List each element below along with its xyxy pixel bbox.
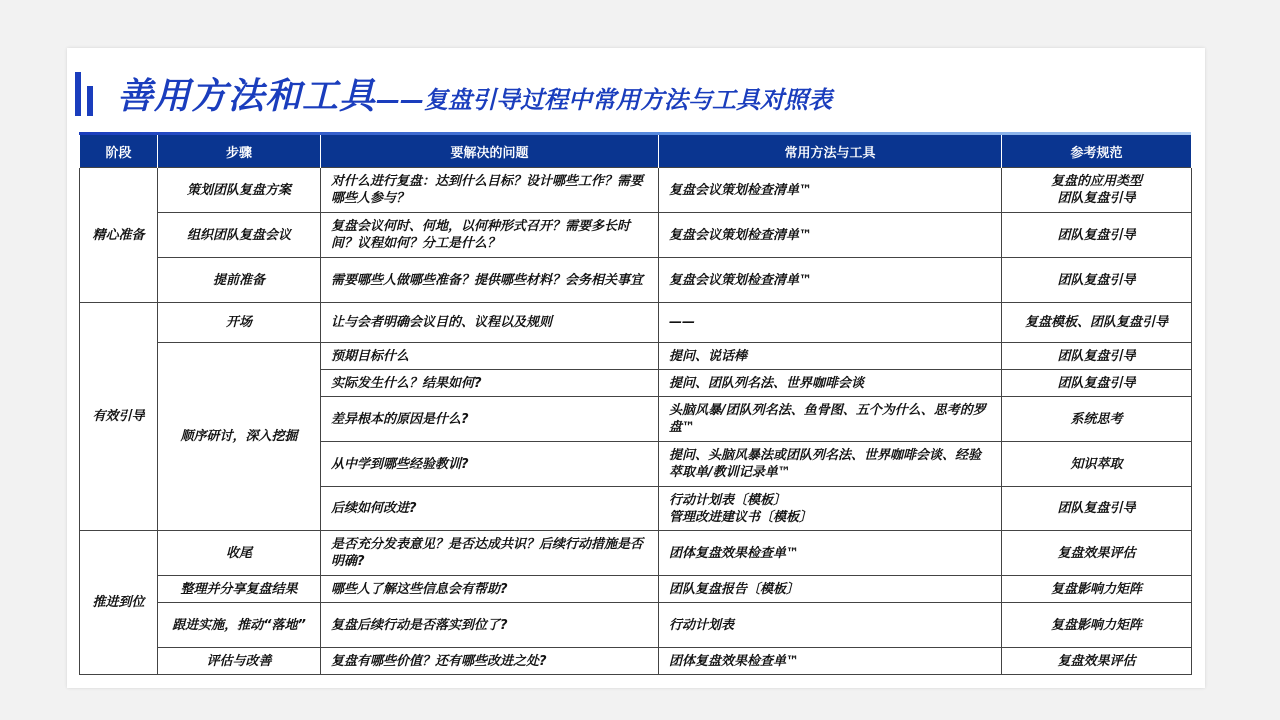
table-row xyxy=(80,213,1192,258)
tool-cell: 复盘会议策划检查清单™ xyxy=(659,213,1002,258)
question-cell: 对什么进行复盘：达到什么目标？设计哪些工作？需要哪些人参与？ xyxy=(321,168,659,213)
reference-cell: 团队复盘引导 xyxy=(1002,258,1192,303)
step-cell: 收尾 xyxy=(158,531,321,576)
tool-cell: 提问、团队列名法、世界咖啡会谈 xyxy=(659,370,1002,397)
title-accent-bars xyxy=(75,72,95,116)
tool-cell: 团体复盘效果检查单™ xyxy=(659,531,1002,576)
tool-cell: 提问、头脑风暴法或团队列名法、世界咖啡会谈、经验萃取单/教训记录单™ xyxy=(659,442,1002,487)
tool-cell: —— xyxy=(659,303,1002,343)
step-cell: 开场 xyxy=(158,303,321,343)
table-row xyxy=(80,168,1192,213)
step-cell: 提前准备 xyxy=(158,258,321,303)
step-cell: 组织团队复盘会议 xyxy=(158,213,321,258)
reference-cell: 复盘效果评估 xyxy=(1002,648,1192,675)
table-row xyxy=(80,531,1192,576)
question-cell: 哪些人了解这些信息会有帮助? xyxy=(321,576,659,603)
question-cell: 需要哪些人做哪些准备？提供哪些材料？会务相关事宜 xyxy=(321,258,659,303)
header-tool: 常用方法与工具 xyxy=(659,135,1002,168)
table-row xyxy=(80,343,1192,370)
question-cell: 复盘会议何时、何地，以何种形式召开？需要多长时间？议程如何？分工是什么？ xyxy=(321,213,659,258)
question-cell: 复盘后续行动是否落实到位了? xyxy=(321,603,659,648)
question-cell: 差异根本的原因是什么? xyxy=(321,397,659,442)
question-cell: 让与会者明确会议目的、议程以及规则 xyxy=(321,303,659,343)
tool-cell: 行动计划表 xyxy=(659,603,1002,648)
header-step: 步骤 xyxy=(158,135,321,168)
slide xyxy=(67,48,1205,688)
reference-cell: 复盘影响力矩阵 xyxy=(1002,603,1192,648)
reference-cell: 团队复盘引导 xyxy=(1002,213,1192,258)
reference-cell: 复盘模板、团队复盘引导 xyxy=(1002,303,1192,343)
methods-table xyxy=(79,135,1192,675)
step-cell: 评估与改善 xyxy=(158,648,321,675)
question-cell: 是否充分发表意见？是否达成共识？后续行动措施是否明确? xyxy=(321,531,659,576)
header-question: 要解决的问题 xyxy=(321,135,659,168)
tool-cell: 复盘会议策划检查清单™ xyxy=(659,168,1002,213)
reference-cell: 复盘影响力矩阵 xyxy=(1002,576,1192,603)
step-cell: 跟进实施，推动“落地” xyxy=(158,603,321,648)
stage-cell: 推进到位 xyxy=(80,531,158,675)
tool-cell: 复盘会议策划检查清单™ xyxy=(659,258,1002,303)
step-cell: 顺序研讨，深入挖掘 xyxy=(158,343,321,531)
step-cell: 整理并分享复盘结果 xyxy=(158,576,321,603)
tool-cell: 头脑风暴/团队列名法、鱼骨图、五个为什么、思考的罗盘™ xyxy=(659,397,1002,442)
reference-cell: 团队复盘引导 xyxy=(1002,370,1192,397)
question-cell: 预期目标什么 xyxy=(321,343,659,370)
header-stage: 阶段 xyxy=(80,135,158,168)
question-cell: 实际发生什么？结果如何? xyxy=(321,370,659,397)
reference-cell: 团队复盘引导 xyxy=(1002,343,1192,370)
question-cell: 后续如何改进? xyxy=(321,487,659,531)
reference-cell: 团队复盘引导 xyxy=(1002,487,1192,531)
tool-cell: 提问、说话棒 xyxy=(659,343,1002,370)
reference-cell: 复盘效果评估 xyxy=(1002,531,1192,576)
question-cell: 从中学到哪些经验教训? xyxy=(321,442,659,487)
question-cell: 复盘有哪些价值？还有哪些改进之处? xyxy=(321,648,659,675)
header-reference: 参考规范 xyxy=(1002,135,1192,168)
table-row xyxy=(80,648,1192,675)
step-cell: 策划团队复盘方案 xyxy=(158,168,321,213)
title-main: 善用方法和工具 xyxy=(117,76,377,117)
tool-cell: 行动计划表〔模板〕 管理改进建议书〔模板〕 xyxy=(659,487,1002,531)
stage-cell: 精心准备 xyxy=(80,168,158,303)
reference-cell: 知识萃取 xyxy=(1002,442,1192,487)
table-header-row xyxy=(80,135,1192,168)
table-row xyxy=(80,258,1192,303)
table-row xyxy=(80,576,1192,603)
reference-cell: 系统思考 xyxy=(1002,397,1192,442)
page-title xyxy=(117,68,832,119)
tool-cell: 团队复盘报告〔模板〕 xyxy=(659,576,1002,603)
reference-cell: 复盘的应用类型 团队复盘引导 xyxy=(1002,168,1192,213)
tool-cell: 团体复盘效果检查单™ xyxy=(659,648,1002,675)
stage-cell: 有效引导 xyxy=(80,303,158,531)
title-sub: ——复盘引导过程中常用方法与工具对照表 xyxy=(376,86,833,114)
table-row xyxy=(80,603,1192,648)
table-row xyxy=(80,303,1192,343)
